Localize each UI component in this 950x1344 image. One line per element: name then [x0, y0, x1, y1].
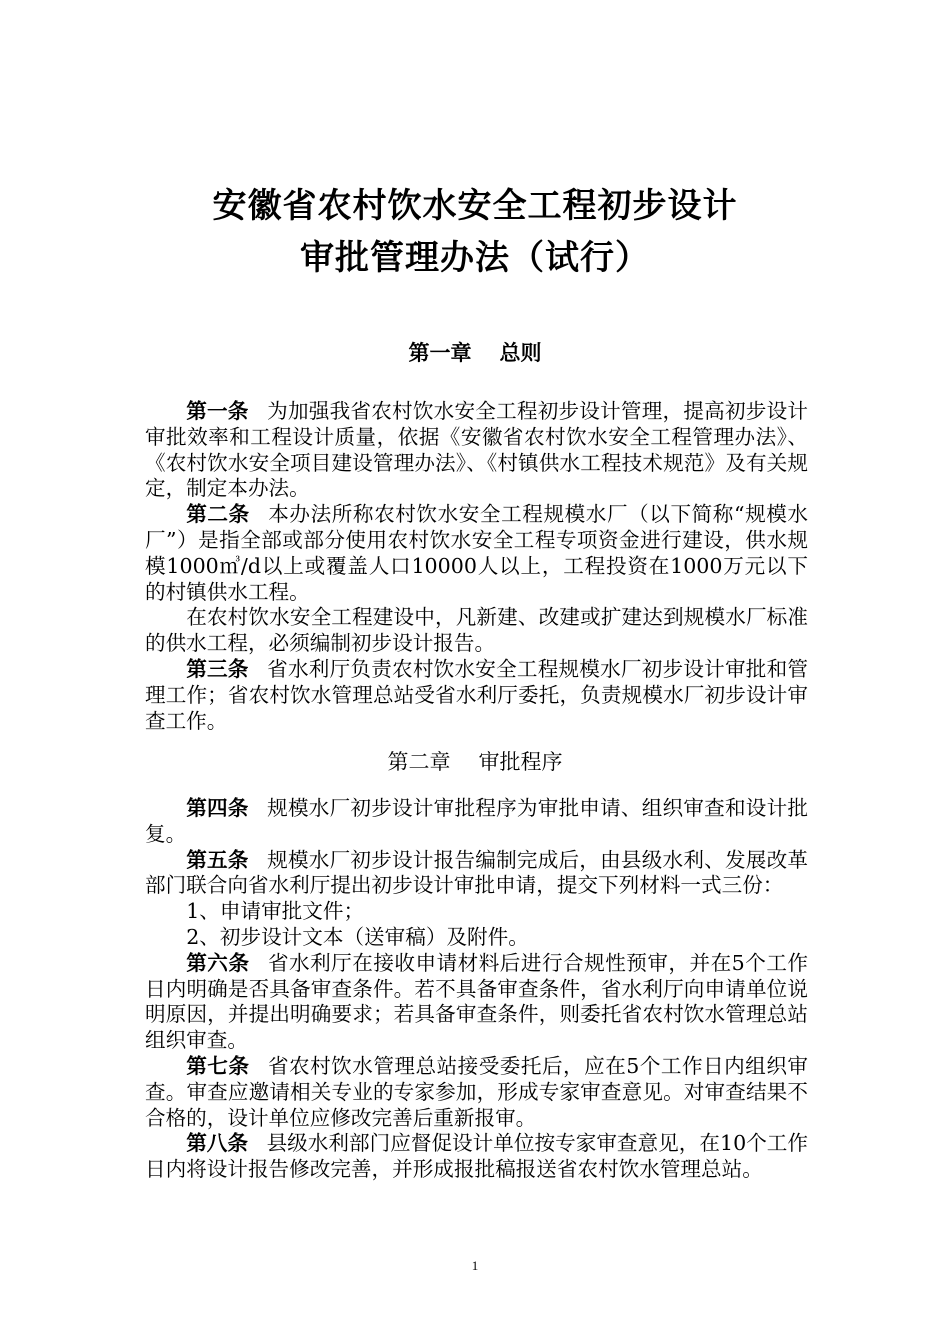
article-label: 第七条 [186, 1053, 250, 1078]
document-title-line2: 审批管理办法（试行） [300, 238, 650, 278]
chapter-1-number: 第一章 [408, 341, 472, 365]
paragraph-text: 2、初步设计文本（送审稿）及附件。 [186, 924, 529, 949]
chapter-1-body [145, 399, 808, 734]
paragraph-text: 1、申请审批文件； [186, 899, 365, 924]
article-label: 第五条 [186, 847, 249, 872]
list-item [145, 899, 808, 925]
chapter-2-heading [0, 746, 950, 776]
paragraph-text: 本办法所称农村饮水安全工程规模水厂（以下简称“规模水厂”）是指全部或部分使用农村饮水安全工程专项资金进行建设，供水规模1000㎥/d以上或覆盖人口10000人以上，工程投资在1000万元以下的村镇供水工程。 [145, 502, 809, 604]
paragraph-text: 省农村饮水管理总站接受委托后，应在5个工作日内组织审查。审查应邀请相关专业的专家参加，形成专家审查意见。对审查结果不合格的，设计单位应修改完善后重新报审。 [145, 1053, 808, 1130]
paragraph-text: 为加强我省农村饮水安全工程初步设计管理，提高初步设计审批效率和工程设计质量，依据《安徽省农村饮水安全工程管理办法》、《农村饮水安全项目建设管理办法》、《村镇供水工程技术规范》及有关规定，制定本办法。 [145, 399, 809, 501]
chapter-1-heading [0, 337, 950, 367]
chapter-2-name: 审批程序 [478, 750, 563, 774]
article-label: 第二条 [186, 502, 250, 527]
paragraph [145, 605, 808, 657]
article-label: 第八条 [186, 1131, 249, 1156]
paragraph [145, 951, 808, 1054]
article-label: 第六条 [186, 950, 250, 975]
chapter-2-number: 第二章 [387, 750, 451, 774]
paragraph [145, 399, 808, 502]
paragraph [145, 502, 808, 605]
article-label: 第四条 [186, 796, 249, 820]
paragraph [145, 1054, 808, 1131]
chapter-2-body [145, 796, 808, 1183]
paragraph [145, 796, 808, 848]
paragraph-text: 规模水厂初步设计审批程序为审批申请、组织审查和设计批复。 [145, 796, 809, 846]
paragraph-text: 在农村饮水安全工程建设中，凡新建、改建或扩建达到规模水厂标准的供水工程，必须编制初步设计报告。 [145, 605, 808, 656]
list-item [145, 925, 808, 951]
paragraph [145, 657, 808, 734]
paragraph [145, 1131, 808, 1183]
paragraph [145, 848, 808, 900]
paragraph-text: 县级水利部门应督促设计单位按专家审查意见，在10个工作日内将设计报告修改完善，并形成报批稿报送省农村饮水管理总站。 [145, 1131, 809, 1182]
document-title-line1: 安徽省农村饮水安全工程初步设计 [212, 186, 738, 226]
page-number: 1 [471, 1258, 479, 1273]
paragraph-text: 规模水厂初步设计报告编制完成后，由县级水利、发展改革部门联合向省水利厅提出初步设计审批申请，提交下列材料一式三份： [145, 847, 809, 898]
article-label: 第三条 [186, 656, 249, 681]
paragraph-text: 省水利厅在接收申请材料后进行合规性预审，并在5个工作日内明确是否具备审查条件。若不具备审查条件，省水利厅向申请单位说明原因，并提出明确要求；若具备审查条件，则委托省农村饮水管理总站组织审查。 [145, 950, 808, 1053]
article-label: 第一条 [186, 399, 249, 423]
paragraph-text: 省水利厅负责农村饮水安全工程规模水厂初步设计审批和管理工作；省农村饮水管理总站受省水利厅委托，负责规模水厂初步设计审查工作。 [145, 656, 809, 733]
chapter-1-name: 总则 [499, 341, 542, 365]
